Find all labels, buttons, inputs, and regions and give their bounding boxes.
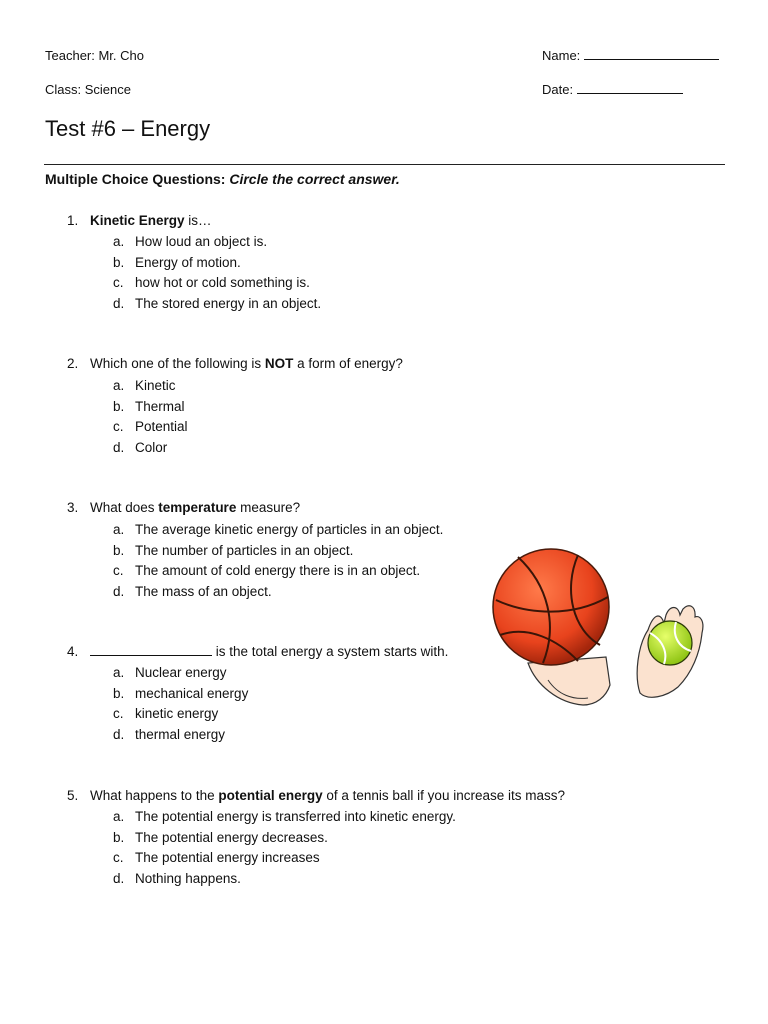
- option-d[interactable]: [113, 582, 443, 603]
- date-field: [542, 82, 683, 97]
- option-letter: b.: [113, 685, 125, 701]
- date-label: Date:: [542, 82, 574, 97]
- option-a[interactable]: [113, 663, 248, 684]
- option-letter: d.: [113, 439, 125, 455]
- option-text: The amount of cold energy there is in an object.: [135, 563, 421, 578]
- option-text: thermal energy: [135, 726, 226, 742]
- question-2-options: [113, 376, 188, 458]
- question-3-options: [113, 520, 443, 602]
- question-keyword: Kinetic Energy: [90, 213, 185, 228]
- option-c[interactable]: [113, 848, 456, 869]
- page-title: Test #6 – Energy: [45, 116, 211, 141]
- question-text-pre: What happens to the: [90, 788, 219, 803]
- question-4: [67, 644, 448, 659]
- option-text: Energy of motion.: [135, 254, 241, 270]
- option-d[interactable]: [113, 294, 321, 315]
- option-b[interactable]: [113, 397, 188, 418]
- option-text: The average kinetic energy of particles in an object.: [135, 522, 444, 537]
- option-a[interactable]: [113, 376, 188, 397]
- option-d[interactable]: [113, 725, 248, 746]
- option-text: How loud an object is.: [135, 234, 268, 249]
- option-b[interactable]: [113, 684, 248, 705]
- option-text: Kinetic: [135, 378, 176, 393]
- option-text: kinetic energy: [135, 706, 219, 721]
- option-letter: b.: [113, 542, 125, 558]
- name-blank-line: [584, 48, 719, 60]
- option-d[interactable]: [113, 869, 456, 890]
- option-c[interactable]: [113, 561, 443, 582]
- option-letter: c.: [113, 850, 124, 865]
- option-c[interactable]: [113, 704, 248, 725]
- option-c[interactable]: [113, 417, 188, 438]
- question-number: 1.: [67, 213, 79, 228]
- option-text: The potential energy increases: [135, 850, 320, 865]
- question-text-pre: Which one of the following is: [90, 356, 265, 371]
- option-letter: a.: [113, 665, 125, 680]
- question-number: 4.: [67, 644, 79, 659]
- answer-blank[interactable]: [90, 644, 212, 656]
- name-field: [542, 48, 719, 63]
- class-label: Class: Science: [45, 82, 131, 97]
- tennis-ball-icon: [648, 621, 692, 665]
- option-letter: c.: [113, 563, 124, 578]
- option-text: Nothing happens.: [135, 870, 241, 886]
- option-b[interactable]: [113, 253, 321, 274]
- option-letter: c.: [113, 275, 124, 290]
- option-b[interactable]: [113, 541, 443, 562]
- question-1: [67, 213, 212, 228]
- option-text: The number of particles in an object.: [135, 542, 354, 558]
- option-b[interactable]: [113, 828, 456, 849]
- option-letter: a.: [113, 378, 125, 393]
- question-number: 2.: [67, 356, 79, 371]
- option-letter: b.: [113, 254, 125, 270]
- question-number: 3.: [67, 500, 79, 515]
- question-text-pre: What does: [90, 500, 159, 515]
- question-4-options: [113, 663, 248, 745]
- option-text: Thermal: [135, 398, 185, 414]
- question-text-post: is…: [184, 213, 212, 228]
- option-text: mechanical energy: [135, 685, 249, 701]
- option-letter: d.: [113, 583, 125, 599]
- option-letter: d.: [113, 726, 125, 742]
- option-letter: a.: [113, 522, 125, 537]
- option-c[interactable]: [113, 273, 321, 294]
- section-heading: [45, 171, 400, 187]
- question-1-options: [113, 232, 321, 314]
- question-2: [67, 356, 403, 371]
- section-instruction: Circle the correct answer.: [229, 171, 400, 187]
- option-text: The mass of an object.: [135, 583, 272, 599]
- question-number: 5.: [67, 788, 79, 803]
- question-text-post: is the total energy a system starts with.: [212, 644, 449, 659]
- section-heading-text: Multiple Choice Questions:: [45, 171, 226, 187]
- date-blank-line: [577, 82, 683, 94]
- option-text: The stored energy in an object.: [135, 295, 322, 311]
- option-text: Nuclear energy: [135, 665, 227, 680]
- option-text: Potential: [135, 419, 188, 434]
- question-3: [67, 500, 300, 515]
- name-label: Name:: [542, 48, 581, 63]
- option-letter: b.: [113, 829, 125, 845]
- basketball-icon: [493, 549, 609, 665]
- teacher-label: Teacher: Mr. Cho: [45, 48, 144, 63]
- option-a[interactable]: [113, 520, 443, 541]
- option-d[interactable]: [113, 438, 188, 459]
- question-5-options: [113, 807, 456, 889]
- question-text-post: a form of energy?: [293, 356, 403, 371]
- option-letter: c.: [113, 419, 124, 434]
- option-letter: a.: [113, 234, 125, 249]
- title-divider: [44, 164, 725, 165]
- option-letter: c.: [113, 706, 124, 721]
- option-text: The potential energy decreases.: [135, 829, 328, 845]
- option-text: The potential energy is transferred into kinetic energy.: [135, 809, 456, 824]
- question-5: [67, 788, 565, 803]
- option-letter: a.: [113, 809, 125, 824]
- option-text: how hot or cold something is.: [135, 275, 310, 290]
- option-letter: d.: [113, 295, 125, 311]
- option-a[interactable]: [113, 232, 321, 253]
- option-letter: b.: [113, 398, 125, 414]
- question-text-post: measure?: [236, 500, 301, 515]
- question-keyword: potential energy: [218, 788, 323, 803]
- question-keyword: temperature: [158, 500, 237, 515]
- question-text-post: of a tennis ball if you increase its mass?: [322, 788, 565, 803]
- balls-illustration: [488, 545, 708, 710]
- option-a[interactable]: [113, 807, 456, 828]
- question-keyword: NOT: [264, 356, 294, 371]
- option-text: Color: [135, 439, 168, 455]
- option-letter: d.: [113, 870, 125, 886]
